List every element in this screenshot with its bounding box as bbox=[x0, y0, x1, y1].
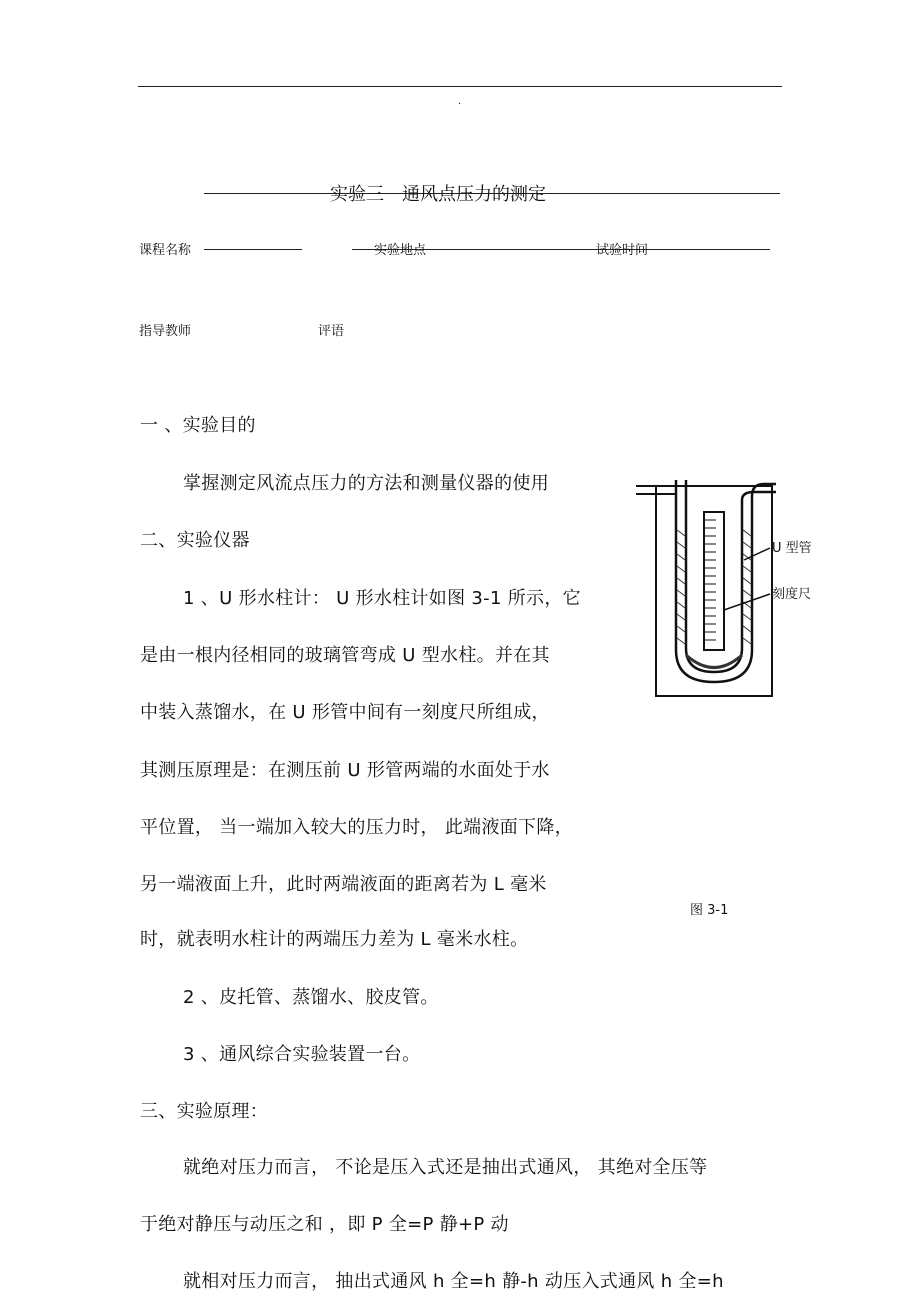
instrument-1-line: 中装入蒸馏水，在 U 形管中间有一刻度尺所组成， bbox=[140, 702, 550, 723]
principle-line: 于绝对静压与动压之和 ，即 P 全=P 静+P 动 bbox=[140, 1214, 509, 1235]
instrument-1-line: 时，就表明水柱计的两端压力差为 L 毫米水柱。 bbox=[140, 929, 529, 950]
instrument-1-line: 平位置， 当一端加入较大的压力时， 此端液面下降， bbox=[140, 817, 573, 838]
teacher-label: 指导教师 bbox=[139, 324, 192, 339]
location-label: 实验地点 bbox=[374, 243, 427, 258]
header-dot: . bbox=[458, 96, 462, 107]
figure-label-tube: U 型管 bbox=[772, 541, 812, 556]
purpose-text: 掌握测定风流点压力的方法和测量仪器的使用 bbox=[183, 473, 549, 494]
figure-caption: 图 3-1 bbox=[690, 903, 729, 918]
instrument-1-line: 是由一根内径相同的玻璃管弯成 U 型水柱。并在其 bbox=[140, 645, 550, 666]
instrument-1-line: 其测压原理是：在测压前 U 形管两端的水面处于水 bbox=[140, 760, 550, 781]
instruments-heading: 二、实验仪器 bbox=[140, 530, 250, 551]
comment-label: 评语 bbox=[318, 324, 345, 339]
tube-leader bbox=[744, 548, 770, 560]
page-title: 实验三 通风点压力的测定 bbox=[330, 184, 546, 205]
instrument-2: 2 、皮托管、蒸馏水、胶皮管。 bbox=[183, 987, 439, 1008]
purpose-heading: 一 、实验目的 bbox=[140, 415, 256, 436]
u-tube-inner bbox=[686, 480, 776, 672]
course-name-field[interactable] bbox=[204, 249, 302, 250]
instrument-3: 3 、通风综合实验装置一台。 bbox=[183, 1044, 421, 1065]
principle-line: 就相对压力而言， 抽出式通风 h 全=h 静-h 动压入式通风 h 全=h bbox=[183, 1271, 724, 1292]
course-name-label: 课程名称 bbox=[139, 243, 192, 258]
instrument-1-line: 另一端液面上升，此时两端液面的距离若为 L 毫米 bbox=[140, 874, 547, 895]
principle-line: 就绝对压力而言， 不论是压入式还是抽出式通风， 其绝对全压等 bbox=[183, 1157, 708, 1178]
scale-ruler bbox=[704, 512, 724, 650]
instrument-1-line: 1 、U 形水柱计： U 形水柱计如图 3-1 所示，它 bbox=[183, 588, 581, 609]
scale-leader bbox=[724, 594, 770, 610]
figure-label-scale: 刻度尺 bbox=[772, 587, 812, 602]
principle-heading: 三、实验原理： bbox=[140, 1101, 269, 1122]
u-tube-figure bbox=[636, 470, 836, 720]
time-label: 试验时间 bbox=[596, 243, 649, 258]
header-rule bbox=[138, 86, 782, 87]
u-tube-outer bbox=[676, 480, 776, 682]
